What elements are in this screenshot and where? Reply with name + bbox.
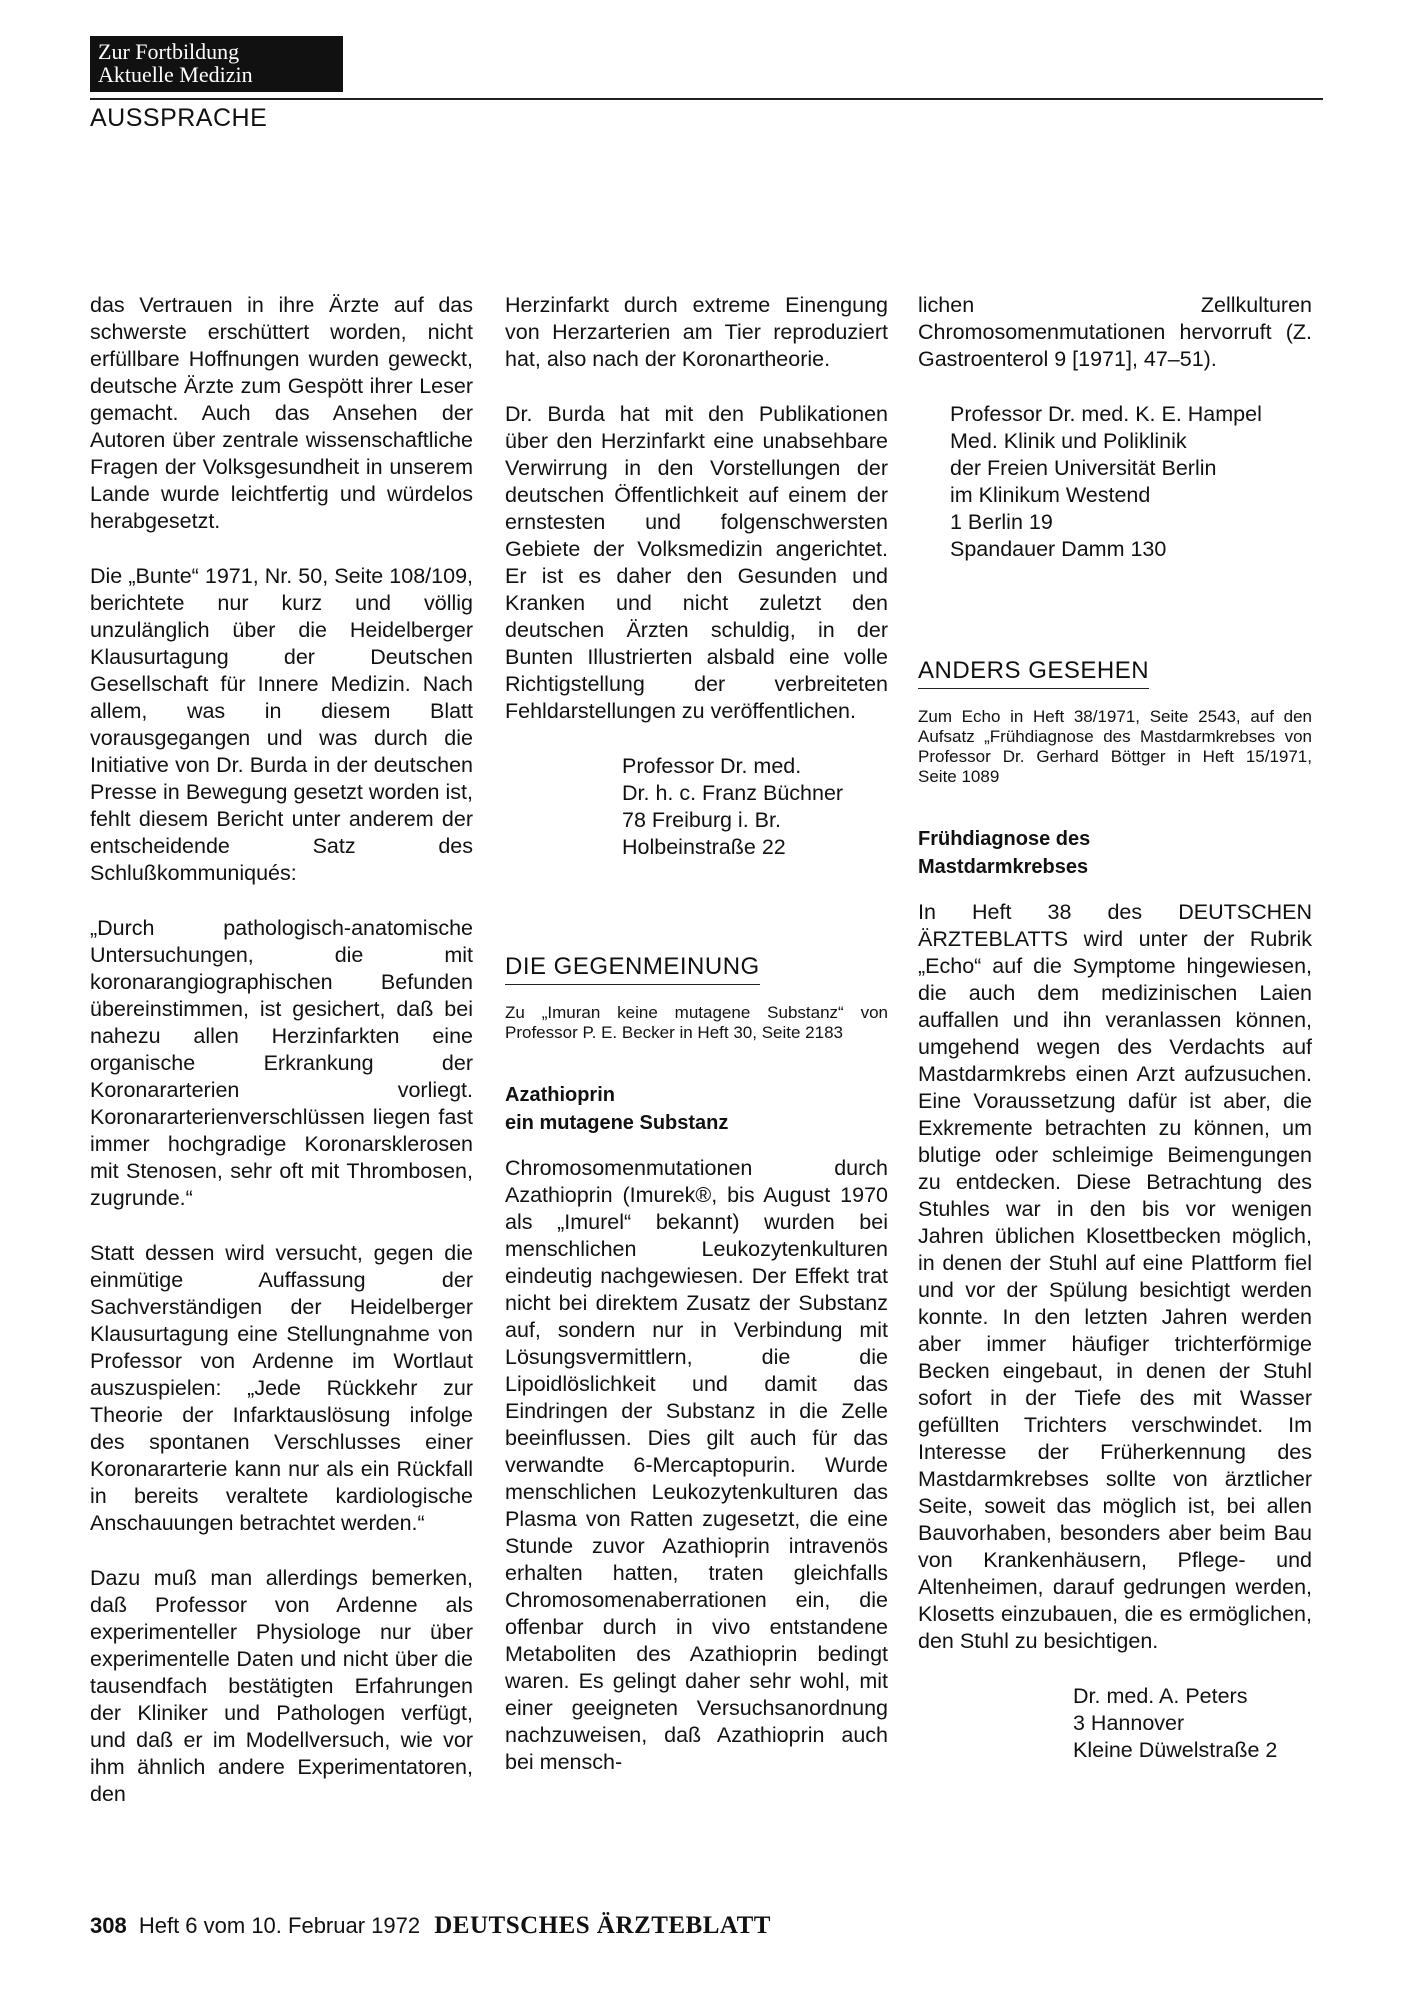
issue-info: Heft 6 vom 10. Februar 1972 — [138, 1913, 421, 1938]
signature-line: der Freien Universität Berlin — [950, 456, 1217, 480]
rubric-box — [90, 36, 343, 92]
signature-line: Spandauer Damm 130 — [950, 537, 1167, 561]
column-3 — [918, 292, 1312, 1792]
paragraph: Herzinfarkt durch extreme Einengung von Herzarterien am Tier reproduziert hat, also nach der Koronartheorie. — [505, 293, 888, 371]
rubric-line-2: Aktuelle Medizin — [98, 62, 253, 87]
paragraph: Dazu muß man allerdings bemerken, daß Professor von Ardenne als experimenteller Physiologe nur über experimentelle Daten und nicht über die tausendfach bestätigten Erfahrungen der Kliniker und Pathologen verfügt, und daß er im Modellversuch, wie vor ihm ähnlich andere Experimentatoren, den — [90, 1566, 473, 1806]
section-label: AUSSPRACHE — [90, 104, 268, 132]
paragraph: Statt dessen wird versucht, gegen die einmütige Auffassung der Sachverständigen der Heidelberger Klausurtagung eine Stellungnahme von Professor von Ardenne im Wortlaut auszuspielen: „Jede Rückkehr zur Theorie der Infarktauslösung infolge des spontanen Verschlusses einer Koronararterie kann nur als ein Rückfall in bereits veraltete kardiologische Anschauungen betrachtet werden.“ — [90, 1241, 473, 1535]
signature-line: Dr. med. A. Peters — [1073, 1684, 1248, 1708]
paragraph: Chromosomenmutationen durch Azathioprin (Imurek®, bis August 1970 als „Imurel“ bekannt) wurden bei menschlichen Leukozytenkulturen eindeutig nachgewiesen. Der Effekt trat nicht bei direktem Zusatz der Substanz auf, sondern nur in Verbindung mit Lösungsvermittlern, die die Lipoidlöslichkeit und damit das Eindringen der Substanz in die Zelle beeinflussen. Dies gilt auch für das verwandte 6-Mercaptopurin. Wurde menschlichen Leukozytenkulturen das Plasma von Ratten zugesetzt, die eine Stunde zuvor Azathioprin intravenös erhalten hatten, traten gleichfalls Chromosomenaberrationen ein, die offenbar durch in vivo entstandene Metaboliten des Azathioprin bedingt waren. Es gelingt daher sehr wohl, mit einer geeigneten Versuchsanordnung nachzuweisen, daß Azathioprin auch bei mensch- — [505, 1156, 888, 1774]
author-signature-buechner — [505, 753, 888, 861]
section-heading-anders-gesehen: ANDERS GESEHEN — [918, 657, 1149, 689]
page-number: 308 — [90, 1913, 127, 1938]
signature-line: 3 Hannover — [1073, 1711, 1185, 1735]
article-title — [505, 1081, 888, 1137]
top-rule — [90, 98, 1323, 100]
rubric-line-1: Zur Fortbildung — [98, 39, 240, 64]
signature-line: 78 Freiburg i. Br. — [622, 808, 781, 832]
section-intro: Zu „Imuran keine mutagene Substanz“ von Professor P. E. Becker in Heft 30, Seite 2183 — [505, 1003, 888, 1042]
signature-line: Professor Dr. med. K. E. Hampel — [950, 402, 1262, 426]
signature-line: Kleine Düwelstraße 2 — [1073, 1738, 1278, 1762]
paragraph: Dr. Burda hat mit den Publikationen über den Herzinfarkt eine unabsehbare Verwirrung in den Vorstellungen der deutschen Öffentlichkeit auf einem der ernstesten und folgenschwersten Gebiete der Volksmedizin angerichtet. Er ist es daher den Gesunden und Kranken und nicht zuletzt den deutschen Ärzten schuldig, in der Bunten Illustrierten alsbald eine volle Richtigstellung der verbreiteten Fehldarstellungen zu veröffentlichen. — [505, 402, 888, 723]
author-signature-peters — [918, 1683, 1312, 1764]
signature-line: Dr. h. c. Franz Büchner — [622, 781, 844, 805]
article-title — [918, 825, 1312, 881]
signature-line: Professor Dr. med. — [622, 754, 802, 778]
paragraph: In Heft 38 des DEUTSCHEN ÄRZTEBLATTS wird unter der Rubrik „Echo“ auf die Symptome hingewiesen, die auch dem medizinischen Laien auffallen und ihn veranlassen können, umgehend wegen des Verdachts auf Mastdarmkrebs einen Arzt aufzusuchen. Eine Voraussetzung dafür ist aber, die Exkremente betrachten zu können, um blutige oder schleimige Beimengungen zu entdecken. Diese Betrachtung des Stuhles war in den bis vor wenigen Jahren üblichen Klosettbecken möglich, in denen der Stuhl auf eine Plattform fiel und vor der Spülung besichtigt werden konnte. In den letzten Jahren werden aber immer häufiger trichterförmige Becken eingebaut, in denen der Stuhl sofort in der Tiefe des mit Wasser gefüllten Trichters verschwindet. Im Interesse der Früherkennung des Mastdarmkrebses sollte von ärztlicher Seite, soweit das möglich ist, bei allen Bauvorhaben, besonders aber beim Bau von Krankenhäusern, Pflege- und Altenheimen, darauf gedrungen werden, Klosetts einzubauen, die es ermöglichen, den Stuhl zu besichtigen. — [918, 900, 1312, 1653]
article-title-line: Frühdiagnose des — [918, 828, 1091, 850]
section-heading-gegenmeinung: DIE GEGENMEINUNG — [505, 953, 760, 985]
paragraph: lichen Zellkulturen Chromosomenmutationen hervorruft (Z. Gastroenterol 9 [1971], 47–51). — [918, 293, 1312, 371]
column-2 — [505, 292, 888, 1804]
signature-line: im Klinikum Westend — [950, 483, 1151, 507]
page-footer — [90, 1912, 771, 1940]
author-signature-hampel — [918, 401, 1312, 563]
column-1 — [90, 292, 473, 1836]
paragraph: das Vertrauen in ihre Ärzte auf das schwerste erschüttert worden, nicht erfüllbare Hoffnungen wurden geweckt, deutsche Ärzte zum Gespött ihrer Leser gemacht. Auch das Ansehen der Autoren über zentrale wissenschaftliche Fragen der Volksgesundheit in unserem Lande wurde leichtfertig und würdelos herabgesetzt. — [90, 293, 473, 533]
quote-paragraph: „Durch pathologisch-anatomische Untersuchungen, die mit koronarangiographischen Befunden übereinstimmen, ist gesichert, daß bei nahezu allen Herzinfarkten eine organische Erkrankung der Koronararterien vorliegt. Koronararterienverschlüssen liegen fast immer hochgradige Koronarsklerosen mit Stenosen, sehr oft mit Thrombosen, zugrunde.“ — [90, 916, 473, 1210]
journal-name: DEUTSCHES ÄRZTEBLATT — [434, 1912, 771, 1939]
paragraph: Die „Bunte“ 1971, Nr. 50, Seite 108/109, berichtete nur kurz und völlig unzulänglich über die Heidelberger Klausurtagung der Deutschen Gesellschaft für Innere Medizin. Nach allem, was in diesem Blatt vorausgegangen und was durch die Initiative von Dr. Burda in der deutschen Presse in Bewegung gesetzt worden ist, fehlt diesem Bericht unter anderem der entscheidende Satz des Schlußkommuniqués: — [90, 564, 473, 885]
article-title-line: ein mutagene Substanz — [505, 1112, 729, 1134]
article-title-line: Azathioprin — [505, 1084, 615, 1106]
signature-line: Med. Klinik und Poliklinik — [950, 429, 1187, 453]
article-title-line: Mastdarmkrebses — [918, 856, 1089, 878]
signature-line: Holbeinstraße 22 — [622, 835, 786, 859]
signature-line: 1 Berlin 19 — [950, 510, 1053, 534]
section-intro: Zum Echo in Heft 38/1971, Seite 2543, auf den Aufsatz „Frühdiagnose des Mastdarmkrebses von Professor Dr. Gerhard Böttger in Heft 15/1971, Seite 1089 — [918, 707, 1312, 786]
